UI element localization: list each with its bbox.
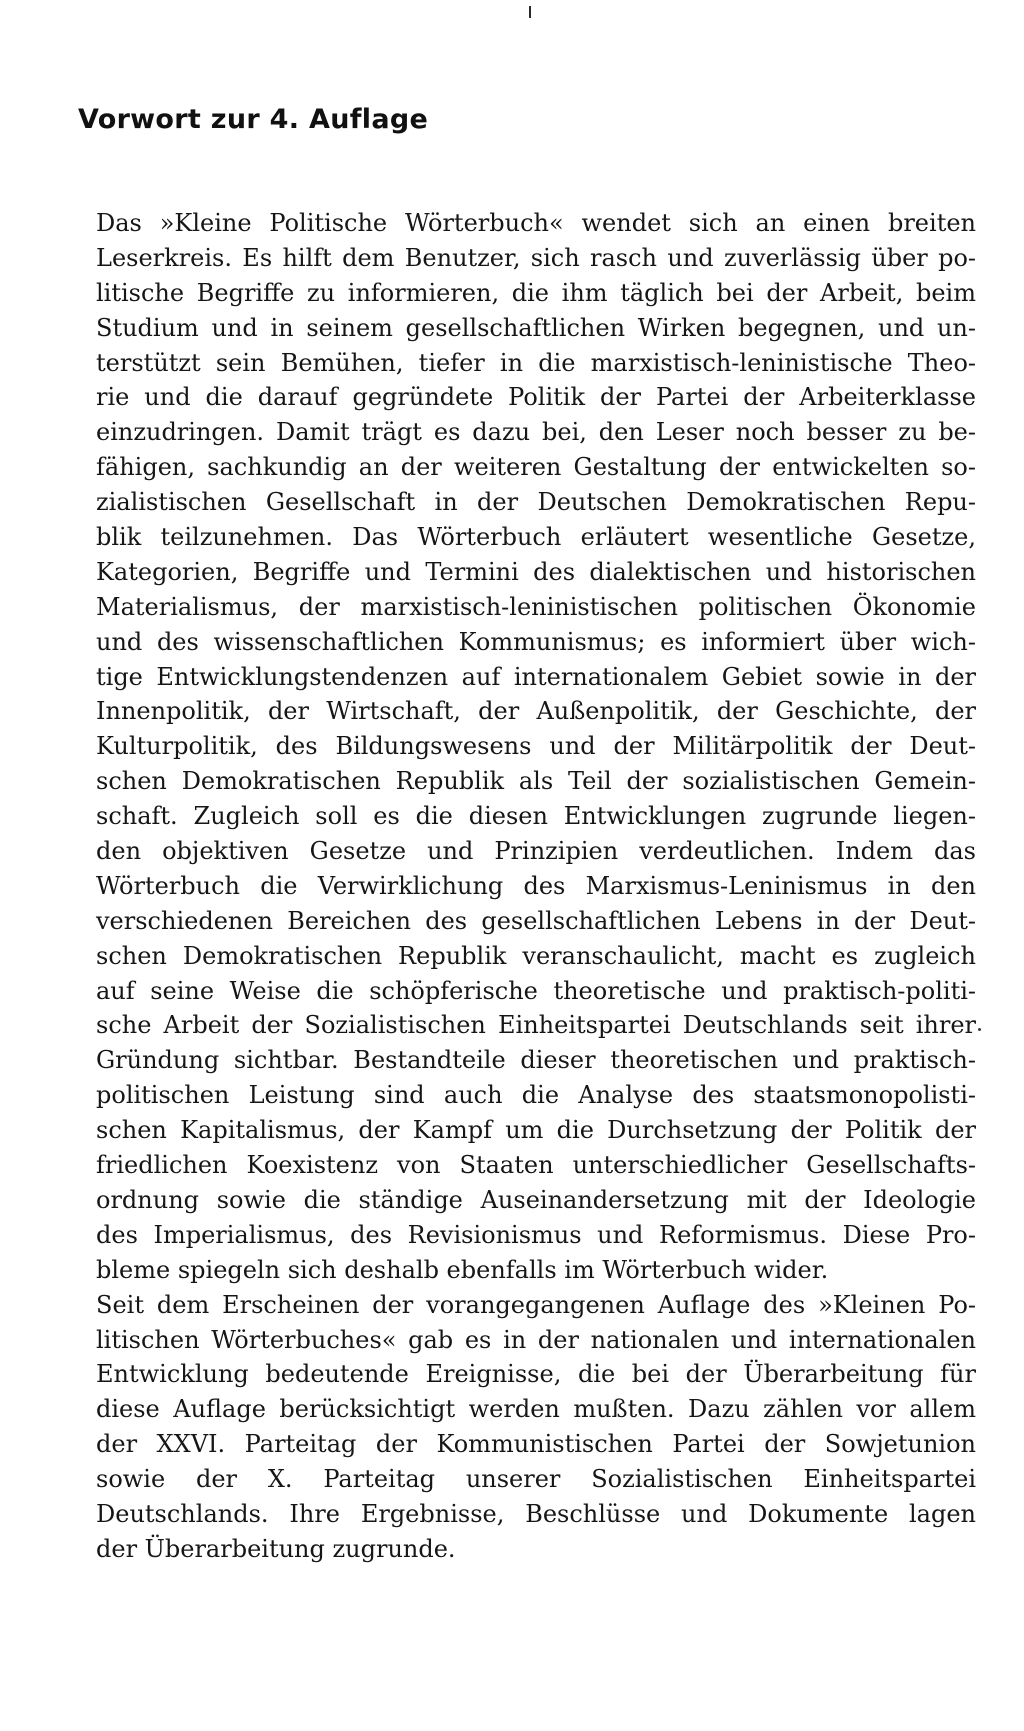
text-line: Entwicklung bedeutende Ereignisse, die bei der Überarbeitung für — [96, 1360, 976, 1389]
text-line: ordnung sowie die ständige Auseinandersetzung mit der Ideologie — [96, 1185, 976, 1214]
text-line: litischen Wörterbuches« gab es in der nationalen und internationalen — [96, 1325, 976, 1354]
text-line: sowie der X. Parteitag unserer Sozialistischen Einheitspartei — [96, 1465, 976, 1494]
text-line: der XXVI. Parteitag der Kommunistischen Partei der Sowjetunion — [96, 1430, 976, 1459]
text-line: Das »Kleine Politische Wörterbuch« wendet sich an einen breiten — [96, 209, 976, 237]
text-line: sche Arbeit der Sozialistischen Einheitspartei Deutschlands seit ihrer — [96, 1011, 976, 1040]
text-line: rie und die darauf gegründete Politik der Partei der Arbeiterklasse — [96, 383, 976, 412]
text-line: Studium und in seinem gesellschaftlichen Wirken begegnen, und un- — [96, 313, 976, 342]
text-line: schaft. Zugleich soll es die diesen Entwicklungen zugrunde liegen- — [96, 802, 976, 831]
page-title: Vorwort zur 4. Auflage — [78, 104, 429, 135]
text-line: Deutschlands. Ihre Ergebnisse, Beschlüsse und Dokumente lagen — [96, 1499, 976, 1528]
body-text — [96, 206, 976, 1567]
text-line: fähigen, sachkundig an der weiteren Gestaltung der entwickelten so- — [96, 453, 976, 482]
text-line: zialistischen Gesellschaft in der Deutschen Demokratischen Repu- — [96, 488, 976, 517]
text-line: auf seine Weise die schöpferische theoretische und praktisch-politi- — [96, 976, 976, 1005]
text-line: Innenpolitik, der Wirtschaft, der Außenpolitik, der Geschichte, der — [96, 697, 976, 726]
text-line: schen Demokratischen Republik als Teil der sozialistischen Gemein- — [96, 767, 976, 796]
text-line: verschiedenen Bereichen des gesellschaftlichen Lebens in der Deut- — [96, 906, 976, 935]
text-line: des Imperialismus, des Revisionismus und Reformismus. Diese Pro- — [96, 1220, 976, 1249]
text-line: den objektiven Gesetze und Prinzipien verdeutlichen. Indem das — [96, 837, 976, 866]
text-line: schen Kapitalismus, der Kampf um die Durchsetzung der Politik der — [96, 1116, 976, 1145]
text-line: tige Entwicklungstendenzen auf internationalem Gebiet sowie in der — [96, 662, 976, 691]
text-line: Kulturpolitik, des Bildungswesens und der Militärpolitik der Deut- — [96, 732, 976, 761]
text-line: einzudringen. Damit trägt es dazu bei, den Leser noch besser zu be- — [96, 418, 976, 447]
text-line: litische Begriffe zu informieren, die ihm täglich bei der Arbeit, beim — [96, 278, 976, 307]
text-line: Gründung sichtbar. Bestandteile dieser theoretischen und praktisch- — [96, 1046, 976, 1075]
text-line: bleme spiegeln sich deshalb ebenfalls im Wörterbuch wider. — [96, 1255, 829, 1284]
text-line: Wörterbuch die Verwirklichung des Marxismus-Leninismus in den — [96, 871, 976, 900]
text-line: diese Auflage berücksichtigt werden mußten. Dazu zählen vor allem — [96, 1395, 976, 1424]
scan-speck — [978, 1028, 981, 1031]
text-line: friedlichen Koexistenz von Staaten unterschiedlicher Gesellschafts- — [96, 1151, 976, 1180]
text-line: blik teilzunehmen. Das Wörterbuch erläutert wesentliche Gesetze, — [96, 523, 976, 552]
text-line: der Überarbeitung zugrunde. — [96, 1534, 456, 1563]
text-line: Materialismus, der marxistisch-leninistischen politischen Ökonomie — [96, 592, 976, 621]
text-line: schen Demokratischen Republik veranschaulicht, macht es zugleich — [96, 941, 976, 970]
text-line: Kategorien, Begriffe und Termini des dialektischen und historischen — [96, 557, 976, 586]
text-line: politischen Leistung sind auch die Analyse des staatsmonopolisti- — [96, 1081, 976, 1110]
text-line: Seit dem Erscheinen der vorangegangenen Auflage des »Kleinen Po- — [96, 1290, 976, 1319]
scan-speck — [529, 6, 531, 18]
text-line: Leserkreis. Es hilft dem Benutzer, sich rasch und zuverlässig über po- — [96, 243, 976, 272]
text-line: terstützt sein Bemühen, tiefer in die marxistisch-leninistische Theo- — [96, 348, 976, 377]
text-line: und des wissenschaftlichen Kommunismus; es informiert über wich- — [96, 627, 976, 656]
